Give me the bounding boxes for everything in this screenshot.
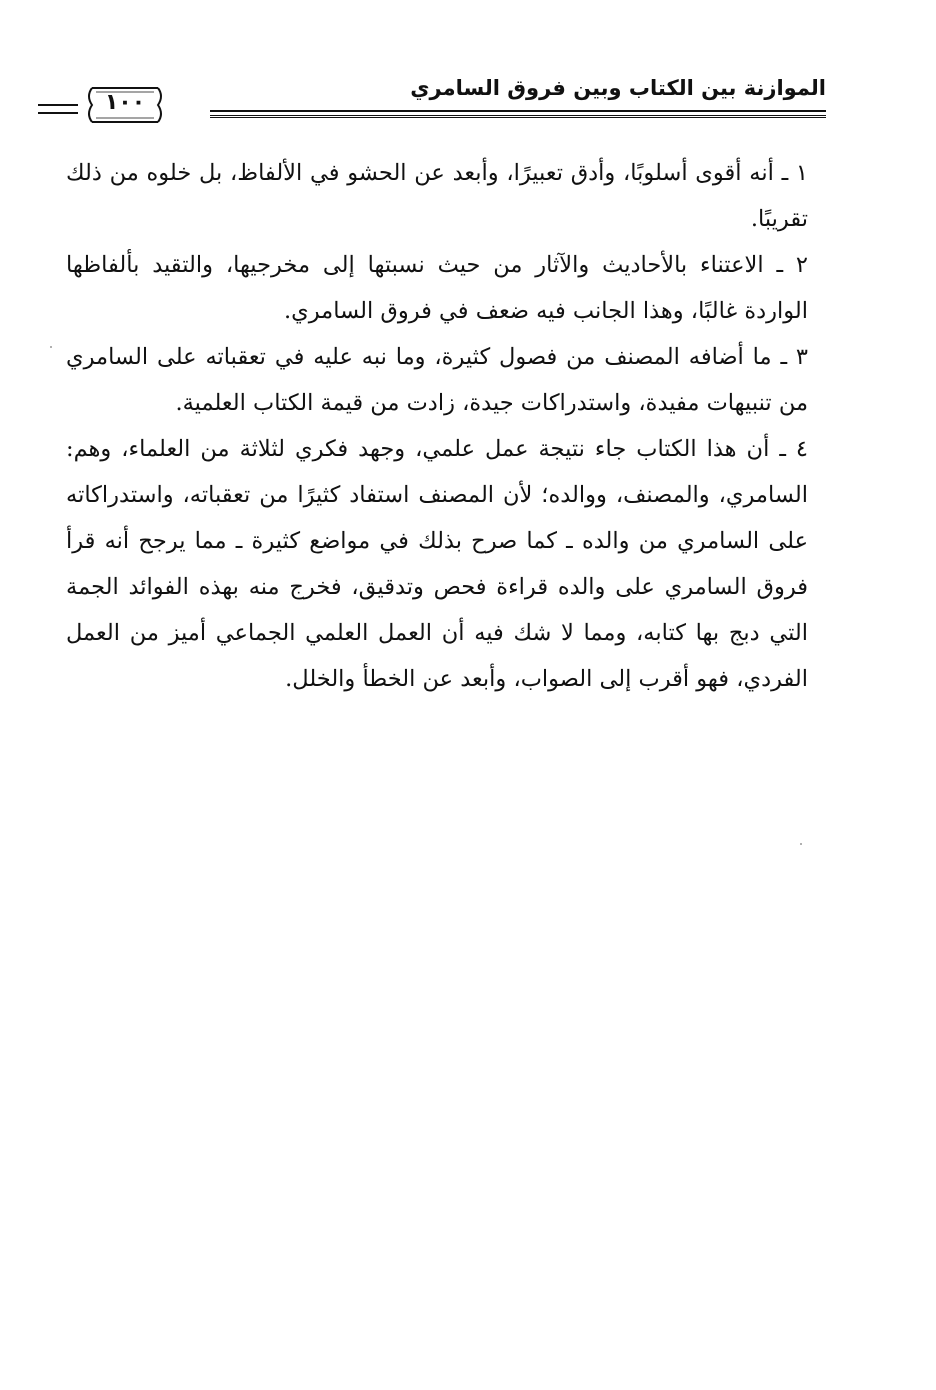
body-text [66,150,808,702]
header-rule [210,110,826,116]
page-number-frame [84,84,166,126]
running-title: الموازنة بين الكتاب وبين فروق السامري [410,76,826,100]
paragraph-1: ١ ـ أنه أقوى أسلوبًا، وأدق تعبيرًا، وأبعد عن الحشو في الألفاظ، بل خلوه من ذلك تقريبًا. [66,160,808,232]
header-rule-short [38,104,78,114]
paragraph-2: ٢ ـ الاعتناء بالأحاديث والآثار من حيث نسبتها إلى مخرجيها، والتقيد بألفاظها الواردة غالبًا، وهذا الجانب فيه ضعف في فروق السامري. [66,252,808,324]
scan-speck [50,346,52,348]
page-header [66,70,826,130]
paragraph-3: ٣ ـ ما أضافه المصنف من فصول كثيرة، وما نبه عليه في تعقباته على السامري من تنبيهات مفيدة، واستدراكات جيدة، زادت من قيمة الكتاب العلمية. [66,344,808,416]
page-number: ١٠٠ [104,90,146,115]
header-rule-thin [210,117,826,118]
paragraph-4: ٤ ـ أن هذا الكتاب جاء نتيجة عمل علمي، وجهد فكري لثلاثة من العلماء، وهم: السامري، والمصنف، ووالده؛ لأن المصنف استفاد كثيرًا من تعقباته، واستدراكاته على السامري من والده ـ كما صرح بذلك في مواضع كثيرة ـ مما يرجح أنه قرأ فروق السامري على والده قراءة فحص وتدقيق، فخرج منه بهذه الفوائد الجمة التي دبج بها كتابه، ومما لا شك فيه أن العمل العلمي الجماعي أميز من العمل الفردي، فهو أقرب إلى الصواب، وأبعد عن الخطأ والخلل. [66,436,808,692]
scan-speck [800,843,802,845]
